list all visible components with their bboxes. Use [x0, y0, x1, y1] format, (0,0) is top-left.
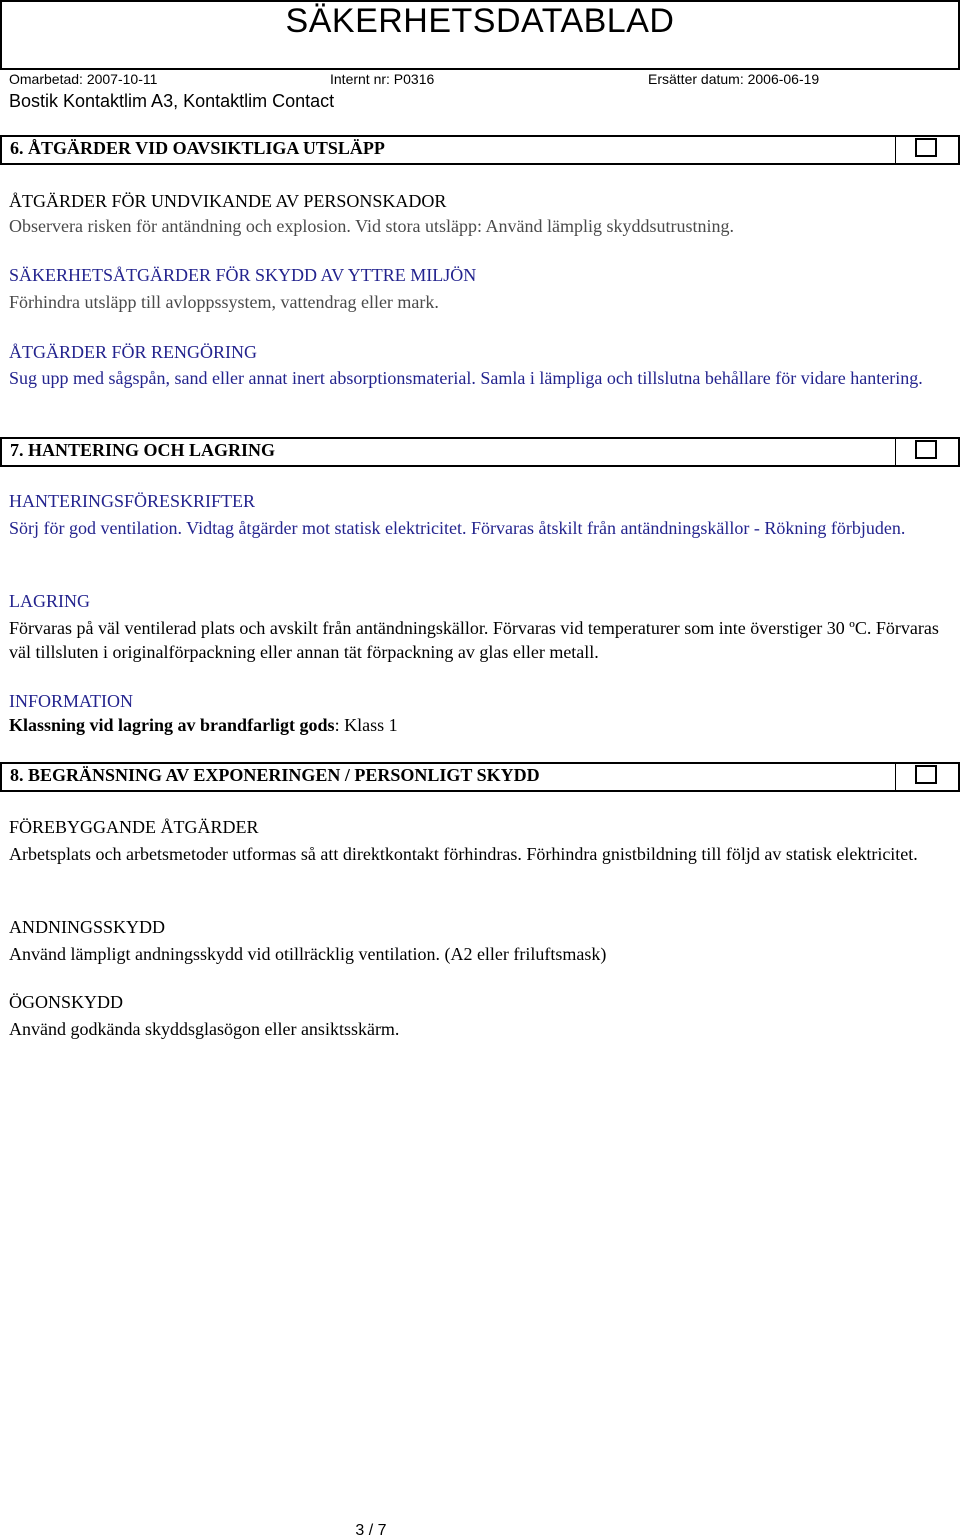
internal-number: Internt nr: P0316	[330, 71, 435, 87]
s8-text-respiratory: Använd lämpligt andningsskydd vid otillräcklig ventilation. (A2 eller friluftsmask)	[9, 944, 607, 964]
section-6-checkbox[interactable]	[915, 138, 937, 157]
section-6-title: 6. ÅTGÄRDER VID OAVSIKTLIGA UTSLÄPP	[10, 138, 385, 158]
s7-heading-information: INFORMATION	[9, 691, 134, 711]
s8-text-prevention: Arbetsplats och arbetsmetoder utformas så att direktkontakt förhindras. Förhindra gnistbildning till följd av statisk elektricitet.	[9, 844, 918, 864]
section-7-checkbox[interactable]	[915, 440, 937, 459]
replaces-date: Ersätter datum: 2006-06-19	[648, 71, 820, 87]
s6-heading-environment: SÄKERHETSÅTGÄRDER FÖR SKYDD AV YTTRE MILJÖN	[9, 265, 477, 285]
product-name: Bostik Kontaktlim A3, Kontaktlim Contact	[9, 91, 335, 111]
section-8-checkbox[interactable]	[915, 765, 937, 784]
section-8-bar	[0, 762, 960, 792]
s7-text-handling: Sörj för god ventilation. Vidtag åtgärder mot statisk elektricitet. Förvaras åtskilt från antändningskällor - Rökning förbjuden.	[9, 518, 906, 538]
s6-text-cleaning: Sug upp med sågspån, sand eller annat inert absorptionsmaterial. Samla i lämpliga och tillslutna behållare för vidare hantering.	[9, 368, 923, 388]
s6-text-environment: Förhindra utsläpp till avloppssystem, vattendrag eller mark.	[9, 292, 439, 312]
section-8-title: 8. BEGRÄNSNING AV EXPONERINGEN / PERSONLIGT SKYDD	[10, 765, 540, 785]
s7-heading-handling: HANTERINGSFÖRESKRIFTER	[9, 491, 256, 511]
document-title: SÄKERHETSDATABLAD	[285, 2, 675, 40]
section-7-title: 7. HANTERING OCH LAGRING	[10, 440, 276, 460]
s7-info-label: Klassning vid lagring av brandfarligt gods	[9, 715, 335, 735]
s8-text-eye: Använd godkända skyddsglasögon eller ansiktsskärm.	[9, 1019, 400, 1039]
s7-info-value: : Klass 1	[334, 715, 398, 735]
s7-heading-storage: LAGRING	[9, 591, 90, 611]
section-7-divider	[895, 439, 896, 465]
s7-info-line	[9, 715, 398, 736]
s6-heading-cleaning: ÅTGÄRDER FÖR RENGÖRING	[9, 342, 258, 362]
revised-date: Omarbetad: 2007-10-11	[9, 71, 158, 87]
s6-heading-personal: ÅTGÄRDER FÖR UNDVIKANDE AV PERSONSKADOR	[9, 191, 447, 211]
section-7-bar	[0, 437, 960, 467]
page-number: 3 / 7	[355, 1522, 387, 1539]
s7-text-storage: Förvaras på väl ventilerad plats och avskilt från antändningskällor. Förvaras vid temperaturer som inte överstiger 30 ºC. Förvaras väl tillsluten i originalförpackning eller annan tät förpackning av glas eller metall.	[9, 618, 939, 662]
s6-text-personal: Observera risken för antändning och explosion. Vid stora utsläpp: Använd lämplig skyddsutrustning.	[9, 216, 734, 236]
section-6-divider	[895, 137, 896, 163]
s8-heading-prevention: FÖREBYGGANDE ÅTGÄRDER	[9, 817, 259, 837]
s8-heading-respiratory: ANDNINGSSKYDD	[9, 917, 166, 937]
s8-heading-eye: ÖGONSKYDD	[9, 992, 124, 1012]
section-8-divider	[895, 764, 896, 790]
section-6-bar	[0, 135, 960, 165]
